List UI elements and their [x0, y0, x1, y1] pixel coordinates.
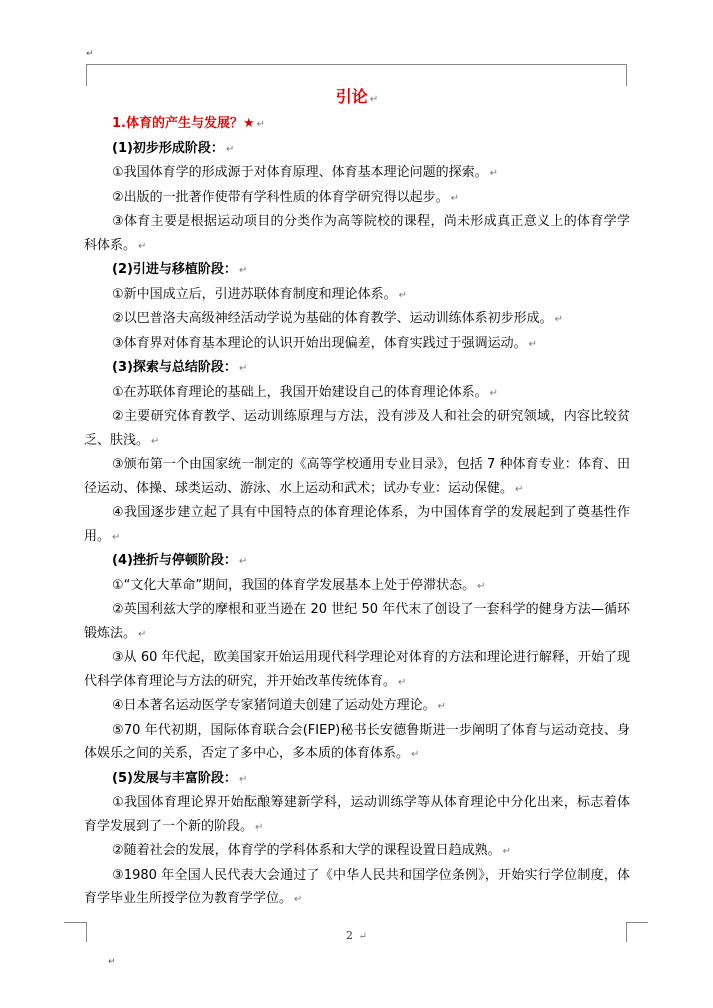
paragraph-mark: ↵ [112, 531, 121, 543]
stage-heading-text: (4)挫折与停顿阶段： [112, 553, 237, 568]
paragraph [84, 864, 630, 912]
paragraph-mark: ↵ [398, 289, 408, 301]
paragraph [84, 501, 630, 549]
crop-mark [86, 64, 87, 86]
paragraph [84, 453, 630, 501]
stage-heading [84, 258, 630, 283]
stages-list [84, 137, 630, 912]
page-number: 2 [346, 929, 354, 942]
paragraph-mark: ↵ [138, 628, 147, 640]
paragraph-text: ③体育主要是根据运动项目的分类作为高等院校的课程，尚未形成真正意义上的体育学学科体系。 [84, 214, 630, 253]
paragraph-mark: ↵ [489, 387, 499, 399]
paragraph-mark: ↵ [358, 931, 367, 942]
crop-mark [626, 64, 627, 86]
section-heading [84, 112, 630, 137]
paragraph-text: ②随着社会的发展，体育学的学科体系和大学的课程设置日趋成熟。 [112, 843, 501, 858]
paragraph [84, 405, 630, 453]
paragraph-text: ②主要研究体育教学、运动训练原理与方法，没有涉及人和社会的研究领域，内容比较贫乏、肤浅。 [84, 409, 630, 448]
paragraph [84, 283, 630, 308]
paragraph-mark: ↵ [151, 435, 160, 447]
paragraph [84, 694, 630, 719]
paragraph-mark: ↵ [256, 119, 266, 130]
paragraph-text: ③颁布第一个由国家统一制定的《高等学校通用专业目录》，包括 7 种体育专业：体育、田径运动、体操、球类运动、游泳、水上运动和武术；试办专业：运动保健。 [84, 457, 630, 496]
stage-heading-text: (2)引进与移植阶段： [112, 262, 237, 277]
paragraph-mark: ↵ [437, 701, 447, 712]
paragraph-mark: ↵ [411, 749, 420, 760]
paragraph [84, 210, 630, 258]
stage-heading-text: (5)发展与丰富阶段： [112, 770, 237, 786]
paragraph-mark: ↵ [238, 265, 248, 276]
stage-heading [84, 137, 630, 162]
paragraph [84, 332, 630, 357]
page-footer [0, 929, 713, 942]
paragraph-text: ③1980 年全国人民代表大会通过了《中华人民共和国学位条例》，开始实行学位制度，体育学毕业生所授学位为教育学学位。 [84, 867, 630, 906]
paragraph [84, 574, 630, 599]
paragraph-mark: ↵ [528, 338, 538, 350]
crop-mark [64, 922, 86, 923]
paragraph-mark: ↵ [477, 580, 486, 592]
stage-heading [84, 767, 630, 792]
stage-heading-text: (1)初步形成阶段： [112, 140, 224, 156]
paragraph [84, 719, 630, 767]
paragraph-text: ③从 60 年代起，欧美国家开始运用现代科学理论对体育的方法和理论进行解释，开始了现代科学体育理论与方法的研究，并开始改革传统体育。 [84, 650, 630, 689]
paragraph-mark: ↵ [369, 94, 379, 105]
paragraph-text: ②以巴普洛夫高级神经活动学说为基础的体育教学、运动训练体系初步形成。 [112, 311, 553, 326]
paragraph-mark: ↵ [502, 846, 512, 857]
stage-heading [84, 549, 630, 574]
paragraph [84, 381, 630, 406]
star-icon: ★ [242, 116, 255, 131]
stage-heading-text: (3)探索与总结阶段： [112, 360, 237, 375]
paragraph-mark: ↵ [255, 821, 264, 833]
paragraph-mark: ↵ [238, 773, 248, 785]
paragraph-text: ①我国体育理论界开始酝酿筹建新学科，运动训练学等从体育理论中分化出来，标志着体育学发展到了一个新的阶段。 [84, 795, 630, 834]
paragraph-text: ⑤70 年代初期，国际体育联合会(FIEP)秘书长安德鲁斯进一步阐明了体育与运动竞技、身体娱乐之间的关系，否定了多中心，多本质的体育体系。 [84, 722, 630, 761]
page-title [84, 85, 630, 112]
paragraph-mark: ↵ [238, 363, 248, 374]
paragraph-text: ④我国逐步建立起了具有中国特点的体育理论体系，为中国体育学的发展起到了奠基性作用。 [84, 505, 630, 544]
paragraph-mark: ↵ [554, 314, 564, 325]
document-body [84, 84, 630, 912]
paragraph-mark: ↵ [515, 483, 524, 495]
paragraph [84, 186, 630, 211]
header-line [86, 64, 626, 65]
paragraph-text: ①新中国成立后，引进苏联体育制度和理论体系。 [112, 286, 397, 302]
paragraph [84, 598, 630, 646]
section-heading-text: 1.体育的产生与发展？ [112, 116, 243, 131]
paragraph-mark: ↵ [108, 957, 116, 967]
paragraph-mark: ↵ [398, 676, 407, 688]
paragraph-text: ③体育界对体育基本理论的认识开始出现偏差，体育实践过于强调运动。 [112, 335, 527, 351]
paragraph-mark: ↵ [450, 192, 460, 204]
paragraph-text: ④日本著名运动医学专家猪饲道夫创建了运动处方理论。 [112, 698, 436, 713]
paragraph-mark: ↵ [489, 168, 499, 179]
paragraph [84, 161, 630, 186]
paragraph-text: ②英国利兹大学的摩根和亚当逊在 20 世纪 50 年代末了创设了一套科学的健身方法—循环锻炼法。 [84, 602, 630, 641]
paragraph [84, 307, 630, 332]
paragraph-mark: ↵ [225, 143, 235, 155]
stage-heading [84, 356, 630, 381]
paragraph-text: ①“文化大革命”期间，我国的体育学发展基本上处于停滞状态。 [112, 577, 476, 593]
paragraph-mark: ↵ [86, 49, 94, 59]
paragraph-text: ②出版的一批著作使带有学科性质的体育学研究得以起步。 [112, 189, 449, 205]
paragraph [84, 839, 630, 864]
page-title-text: 引论 [335, 87, 368, 106]
paragraph-text: ①在苏联体育理论的基础上，我国开始建设自己的体育理论体系。 [112, 384, 488, 400]
crop-mark [626, 922, 648, 923]
paragraph-mark: ↵ [138, 240, 147, 252]
paragraph-mark: ↵ [294, 894, 303, 905]
paragraph [84, 791, 630, 839]
paragraph-mark: ↵ [238, 556, 248, 567]
paragraph [84, 646, 630, 694]
paragraph-text: ①我国体育学的形成源于对体育原理、体育基本理论问题的探索。 [112, 165, 488, 180]
